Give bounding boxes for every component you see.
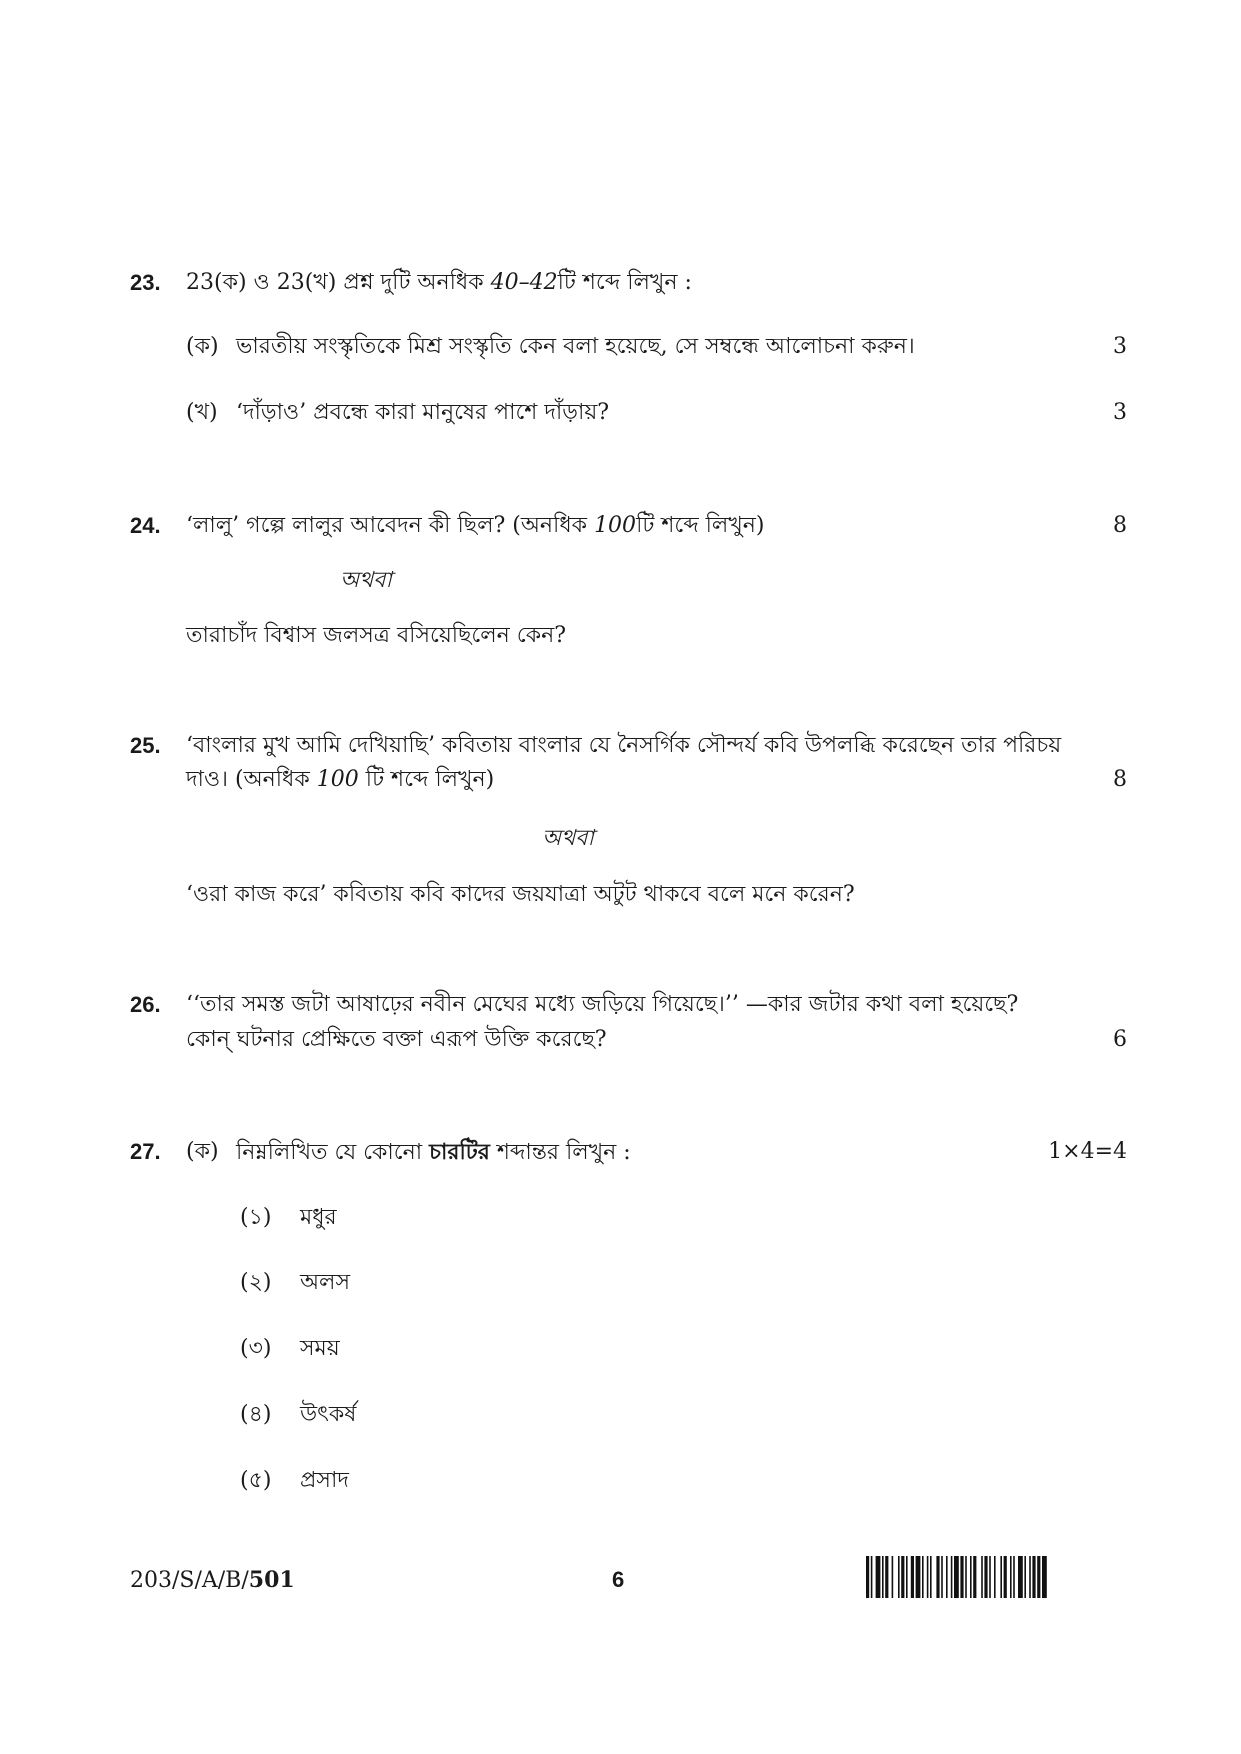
barcode-bar xyxy=(981,1556,983,1598)
q27-item-word: মধুর xyxy=(300,1205,337,1230)
q27-text-bold: চারটির xyxy=(429,1139,490,1165)
q23-prefix: 23(ক) ও 23(খ) প্রশ্ন দুটি অনধিক xyxy=(186,270,484,295)
barcode-bar xyxy=(984,1556,987,1598)
q26-line1: ‘‘তার সমস্ত জটা আষাঢ়ের নবীন মেঘের মধ্যে জড়িয়ে গিয়েছে।’’ —কার জটার কথা বলা হয়েছে? xyxy=(186,992,1019,1017)
q25-line2 xyxy=(186,765,494,795)
paper-code-number: 501 xyxy=(248,1567,295,1593)
barcode-bar xyxy=(1010,1556,1012,1598)
barcode-bar xyxy=(876,1556,881,1598)
q25-line1: ‘বাংলার মুখ আমি দেখিয়াছি’ কবিতায় বাংলার যে নৈসর্গিক সৌন্দর্য কবি উপলব্ধি করেছেন তার পরিচয় xyxy=(186,733,1062,758)
page-number: 6 xyxy=(612,1567,625,1592)
barcode-bar xyxy=(906,1556,908,1598)
q25-or: অথবা xyxy=(542,826,594,851)
q27-text-post: শব্দান্তর লিখুন : xyxy=(496,1140,631,1165)
barcode-bar xyxy=(941,1556,943,1598)
barcode-bar xyxy=(965,1556,967,1598)
q27-item-label: (৩) xyxy=(240,1336,272,1361)
q24-text xyxy=(186,511,764,541)
q24-text-pre: ‘লালু’ গল্পে লালুর আবেদন কী ছিল? (অনধিক xyxy=(186,513,588,538)
q27-text-pre: নিম্নলিখিত যে কোনো xyxy=(236,1140,423,1165)
q26-number: 26. xyxy=(130,992,161,1017)
q23-a-label: (ক) xyxy=(186,334,219,359)
q25-alt-text: ‘ওরা কাজ করে’ কবিতায় কবি কাদের জয়যাত্রা অটুট থাকবে বলে মনে করেন? xyxy=(186,882,855,907)
q26-marks: 6 xyxy=(1113,1027,1127,1052)
barcode-bar xyxy=(1018,1556,1023,1598)
barcode-bar xyxy=(936,1556,939,1598)
q23-number: 23. xyxy=(130,270,161,295)
q25-count: 100 xyxy=(316,767,359,792)
q23-range: 40–42 xyxy=(490,270,558,295)
q27-item-word: সময় xyxy=(300,1336,340,1361)
barcode-bar xyxy=(970,1556,972,1598)
q27-item-label: (১) xyxy=(240,1205,272,1230)
q27-item-label: (২) xyxy=(240,1270,272,1295)
barcode-bar xyxy=(901,1556,904,1598)
barcode-bar xyxy=(1013,1556,1015,1598)
barcode-bar xyxy=(989,1556,991,1598)
barcode-bar xyxy=(1042,1556,1047,1598)
barcode-bar xyxy=(1004,1556,1007,1598)
barcode-bar xyxy=(1032,1556,1035,1598)
barcode-bar xyxy=(1024,1556,1026,1598)
q27-item-word: অলস xyxy=(300,1270,350,1295)
barcode-bar xyxy=(1000,1556,1002,1598)
barcode-bar xyxy=(994,1556,996,1598)
q24-or: অথবা xyxy=(340,568,392,593)
q23-b-text: ‘দাঁড়াও’ প্রবন্ধে কারা মানুষের পাশে দাঁড়ায়? xyxy=(236,400,610,425)
barcode-bar xyxy=(866,1556,869,1598)
q27-item-word: প্রসাদ xyxy=(300,1468,349,1493)
q25-line2-post: টি শব্দে লিখুন) xyxy=(365,767,495,792)
q23-instruction xyxy=(186,268,692,298)
q27-item-label: (৪) xyxy=(240,1402,272,1427)
barcode-bar xyxy=(916,1556,921,1598)
barcode-bar xyxy=(885,1556,888,1598)
barcode-bar xyxy=(1037,1556,1040,1598)
q25-marks: 8 xyxy=(1113,767,1127,792)
q27-item-word: উৎকর্ষ xyxy=(300,1402,357,1427)
barcode-bar xyxy=(946,1556,948,1598)
barcode-bar xyxy=(951,1556,953,1598)
barcode-bar xyxy=(898,1556,900,1598)
q27-number: 27. xyxy=(130,1139,161,1164)
q23-suffix: টি শব্দে লিখুন : xyxy=(557,270,692,295)
barcode-bar xyxy=(954,1556,959,1598)
barcode-bar xyxy=(922,1556,924,1598)
q23-a-marks: 3 xyxy=(1113,334,1127,359)
paper-code xyxy=(130,1565,295,1596)
q24-count: 100 xyxy=(594,513,637,538)
q27-marks: 1×4=4 xyxy=(1048,1139,1127,1164)
q24-marks: 8 xyxy=(1113,513,1127,538)
barcode-bar xyxy=(1029,1556,1031,1598)
barcode-bar xyxy=(930,1556,932,1598)
q24-alt-text: তারাচাঁদ বিশ্বাস জলসত্র বসিয়েছিলেন কেন? xyxy=(186,623,567,648)
q23-b-marks: 3 xyxy=(1113,400,1127,425)
barcode-bar xyxy=(911,1556,914,1598)
barcode-bar xyxy=(960,1556,963,1598)
barcode-bar xyxy=(927,1556,929,1598)
q26-line2: কোন্ ঘটনার প্রেক্ষিতে বক্তা এরূপ উক্তি করেছে? xyxy=(186,1027,607,1052)
q23-b-label: (খ) xyxy=(186,400,218,425)
q24-text-post: টি শব্দে লিখুন) xyxy=(636,513,765,538)
q24-number: 24. xyxy=(130,513,161,538)
barcode-image xyxy=(866,1556,1128,1598)
barcode-bar xyxy=(892,1556,894,1598)
q27-instruction xyxy=(236,1137,631,1168)
q27-item-label: (৫) xyxy=(240,1468,272,1493)
q27-a-label: (ক) xyxy=(186,1139,219,1164)
barcode-bar xyxy=(973,1556,976,1598)
q23-a-text: ভারতীয় সংস্কৃতিকে মিশ্র সংস্কৃতি কেন বলা হয়েছে, সে সম্বন্ধে আলোচনা করুন। xyxy=(236,334,915,359)
q25-line2-pre: দাও। (অনধিক xyxy=(186,767,310,792)
q25-number: 25. xyxy=(130,733,161,758)
barcode-bar xyxy=(871,1556,873,1598)
paper-code-prefix: 203/S/A/B/ xyxy=(130,1568,249,1593)
barcode-bar xyxy=(882,1556,884,1598)
